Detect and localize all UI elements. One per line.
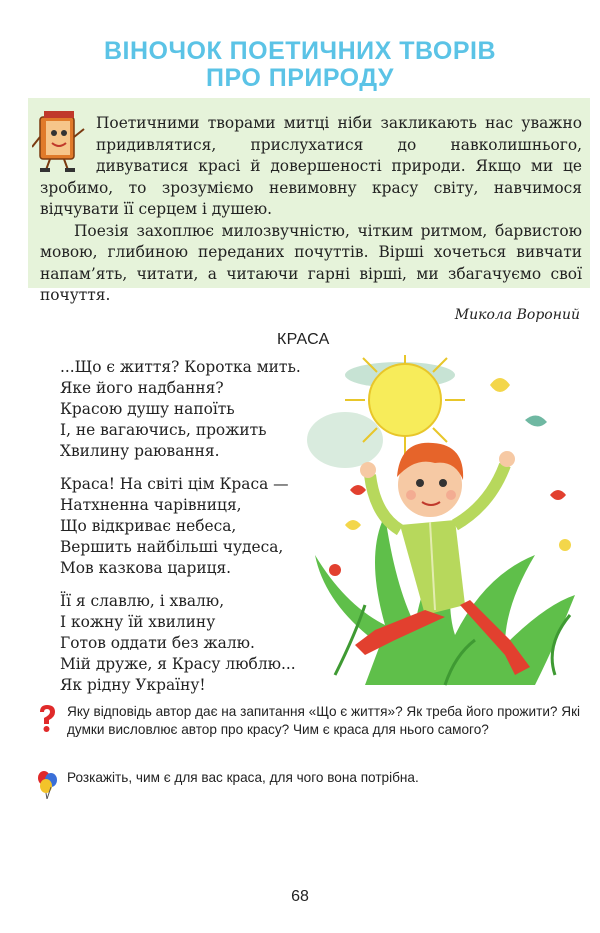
question-mark-icon <box>36 703 58 733</box>
poem-line: Мій друже, я Красу люблю... <box>60 655 296 673</box>
poem-stanza-2 <box>60 474 301 579</box>
intro-paragraph-1: Поетичними творами митці ніби закликають нас уважно придивлятися, прислухатися до навколишнього, дивуватися красі й довершеності природи. Якщо ми це зробимо, то зрозуміємо невимовну красу світу, навчимося відчувати її серцем і душею. <box>40 114 582 218</box>
poem-stanza-3 <box>60 591 301 696</box>
balloons-icon <box>36 769 58 799</box>
poem-line: ...Що є життя? Коротка мить. <box>60 358 301 376</box>
poem-line: Яке його надбання? <box>60 379 224 397</box>
chapter-title <box>0 38 600 92</box>
chapter-title-line-1: ВІНОЧОК ПОЕТИЧНИХ ТВОРІВ <box>103 37 497 65</box>
question-text-1: Яку відповідь автор дає на запитання «Що є життя»? Як треба його прожити? Які думки висловлює автор про красу? Чим є краса для нього самого? <box>67 704 581 737</box>
author-name: Микола Вороний <box>454 307 580 323</box>
poem-text <box>60 357 301 708</box>
poem-line: Натхненна чарівниця, <box>60 496 242 514</box>
question-row-2 <box>36 769 586 787</box>
poem-title: КРАСА <box>277 331 330 348</box>
poem-line: Що відкриває небеса, <box>60 517 237 535</box>
poem-line: Вершить найбільші чудеса, <box>60 538 284 556</box>
poem-line: Красою душу напоїть <box>60 400 235 418</box>
chapter-title-line-2: ПРО ПРИРОДУ <box>206 64 394 92</box>
page-number: 68 <box>291 888 309 905</box>
poem-line: І, не вагаючись, прожить <box>60 421 267 439</box>
intro-paragraph-2: Поезія захоплює милозвучністю, чітким ритмом, барвистою мовою, глибиною переданих почуттів. Вірші хочеться вивчати напам’ять, читати, а читаючи гарні вірші, ми збагачуємо свої почуття. <box>40 221 582 304</box>
question-row-1 <box>36 703 586 739</box>
poem-line: І кожну їй хвилину <box>60 613 216 631</box>
poem-line: Хвилину раювання. <box>60 442 220 460</box>
poem-line: Як рідну Україну! <box>60 676 206 694</box>
poem-line: Краса! На світі цім Краса — <box>60 475 289 493</box>
intro-text <box>40 113 582 307</box>
boy-in-meadow-illustration <box>305 355 590 690</box>
question-text-2: Розкажіть, чим є для вас краса, для чого вона потрібна. <box>67 770 419 785</box>
poem-line: Мов казкова цариця. <box>60 559 232 577</box>
poem-line: Готов оддати без жалю. <box>60 634 255 652</box>
poem-stanza-1 <box>60 357 301 462</box>
book-character-icon <box>32 107 90 173</box>
poem-line: Її я славлю, і хвалю, <box>60 592 225 610</box>
